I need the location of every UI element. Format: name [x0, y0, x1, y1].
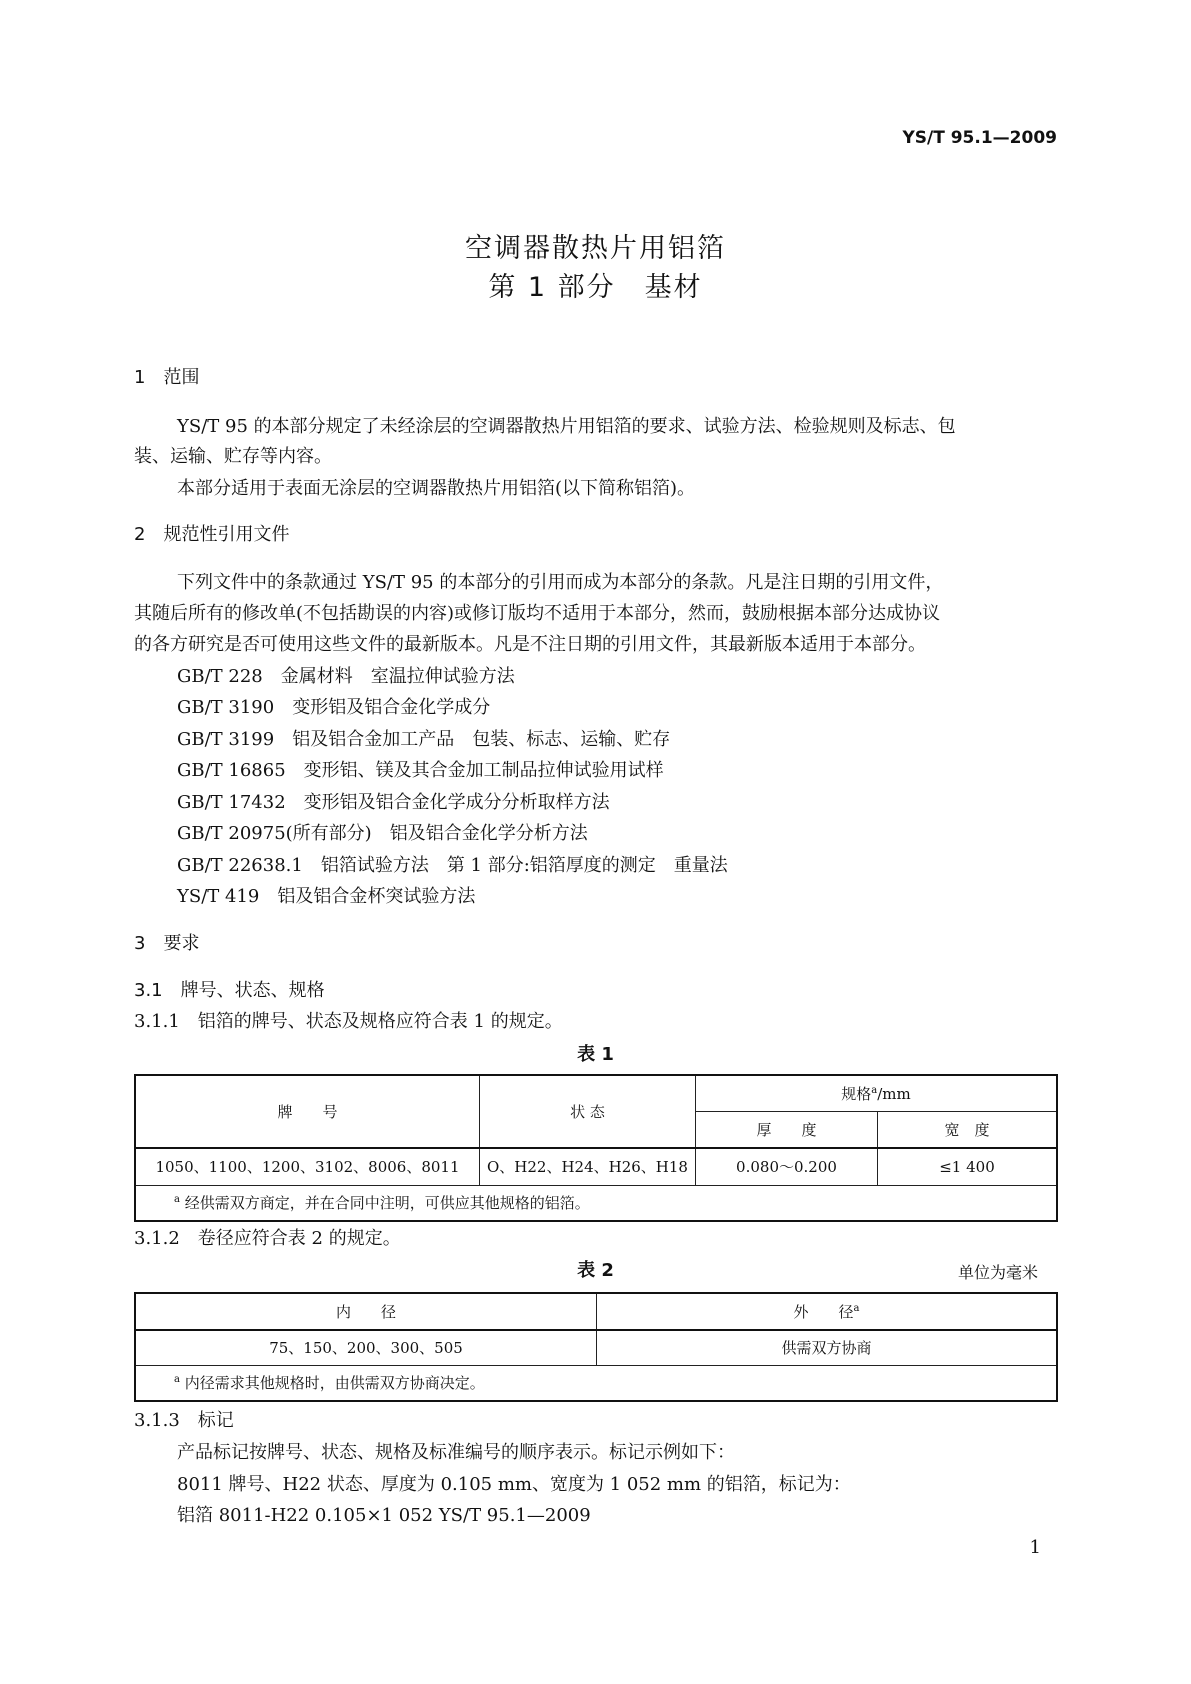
- cell-thickness: 0.080～0.200: [696, 1148, 878, 1185]
- table-1-footnote: [135, 1185, 1057, 1221]
- reference-item: GB/T 17432 变形铝及铝合金化学成分分析取样方法: [177, 792, 610, 813]
- header-temper: 状 态: [480, 1075, 696, 1148]
- table-2-footnote: [135, 1365, 1057, 1401]
- header-thickness: 厚 度: [696, 1111, 878, 1148]
- reference-item: GB/T 22638.1 铝箔试验方法 第 1 部分:铝箔厚度的测定 重量法: [177, 855, 728, 876]
- section-1-heading: 1 范围: [134, 367, 200, 388]
- page-number: 1: [1029, 1537, 1041, 1558]
- paragraph: 本部分适用于表面无涂层的空调器散热片用铝箔(以下简称铝箔)。: [177, 478, 696, 499]
- clause-3-1-2: 3.1.2 卷径应符合表 2 的规定。: [134, 1228, 401, 1249]
- table-row: [135, 1148, 1057, 1185]
- section-2-heading: 2 规范性引用文件: [134, 524, 290, 545]
- header-grade: 牌 号: [135, 1075, 480, 1148]
- reference-item: GB/T 3199 铝及铝合金加工产品 包装、标志、运输、贮存: [177, 729, 671, 750]
- header-spec: [696, 1075, 1058, 1111]
- cell-temper: O、H22、H24、H26、H18: [480, 1148, 696, 1185]
- header-outer-diameter: [597, 1293, 1058, 1330]
- footnote-marker: a: [871, 1084, 878, 1096]
- header-inner-diameter: 内 径: [135, 1293, 597, 1330]
- reference-item: GB/T 228 金属材料 室温拉伸试验方法: [177, 666, 515, 687]
- table-1-caption: 表 1: [577, 1044, 614, 1065]
- marking-example: 铝箔 8011-H22 0.105×1 052 YS/T 95.1—2009: [177, 1505, 591, 1526]
- section-3-1-heading: 3.1 牌号、状态、规格: [134, 980, 325, 1001]
- reference-item: GB/T 3190 变形铝及铝合金化学成分: [177, 697, 491, 718]
- paragraph: 装、运输、贮存等内容。: [134, 446, 332, 467]
- table-row: [135, 1330, 1057, 1365]
- title-line-2: 第 1 部分 基材: [488, 272, 703, 303]
- paragraph: YS/T 95 的本部分规定了未经涂层的空调器散热片用铝箔的要求、试验方法、检验规则及标志、包: [177, 416, 956, 437]
- paragraph: 8011 牌号、H22 状态、厚度为 0.105 mm、宽度为 1 052 mm 的铝箔，标记为：: [177, 1474, 851, 1495]
- table-2-caption: 表 2: [577, 1260, 614, 1281]
- table-2: [134, 1292, 1058, 1402]
- cell-width: ≤1 400: [878, 1148, 1058, 1185]
- spec-label: 规格: [841, 1084, 872, 1103]
- footnote-text: 内径需求其他规格时，由供需双方协商决定。: [184, 1374, 485, 1393]
- cell-inner-diameter: 75、150、200、300、505: [135, 1330, 597, 1365]
- spec-unit: /mm: [877, 1084, 911, 1103]
- paragraph: 的各方研究是否可使用这些文件的最新版本。凡是不注日期的引用文件，其最新版本适用于本部分。: [134, 634, 926, 655]
- header-width: 宽 度: [878, 1111, 1058, 1148]
- reference-item: GB/T 20975(所有部分) 铝及铝合金化学分析方法: [177, 823, 588, 844]
- title-line-1: 空调器散热片用铝箔: [465, 233, 726, 264]
- cell-outer-diameter: 供需双方协商: [597, 1330, 1058, 1365]
- reference-item: YS/T 419 铝及铝合金杯突试验方法: [177, 886, 476, 907]
- paragraph: 产品标记按牌号、状态、规格及标准编号的顺序表示。标记示例如下：: [177, 1442, 735, 1463]
- footnote-marker: a: [174, 1194, 180, 1206]
- footnote-text: 经供需双方商定，并在合同中注明，可供应其他规格的铝箔。: [184, 1194, 590, 1213]
- reference-item: GB/T 16865 变形铝、镁及其合金加工制品拉伸试验用试样: [177, 760, 664, 781]
- section-3-heading: 3 要求: [134, 933, 200, 954]
- footnote-marker: a: [853, 1303, 860, 1314]
- paragraph: 其随后所有的修改单(不包括勘误的内容)或修订版均不适用于本部分，然而，鼓励根据本部分达成协议: [134, 603, 941, 624]
- paragraph: 下列文件中的条款通过 YS/T 95 的本部分的引用而成为本部分的条款。凡是注日期的引用文件，: [177, 572, 944, 593]
- cell-grade: 1050、1100、1200、3102、8006、8011: [135, 1148, 480, 1185]
- footnote-marker: a: [174, 1374, 180, 1386]
- clause-3-1-3: 3.1.3 标记: [134, 1410, 234, 1431]
- standard-number: YS/T 95.1—2009: [902, 128, 1057, 148]
- table-2-unit: 单位为毫米: [957, 1263, 1038, 1282]
- table-1: [134, 1074, 1058, 1222]
- clause-3-1-1: 3.1.1 铝箔的牌号、状态及规格应符合表 1 的规定。: [134, 1011, 563, 1032]
- outer-label: 外 径: [793, 1303, 854, 1321]
